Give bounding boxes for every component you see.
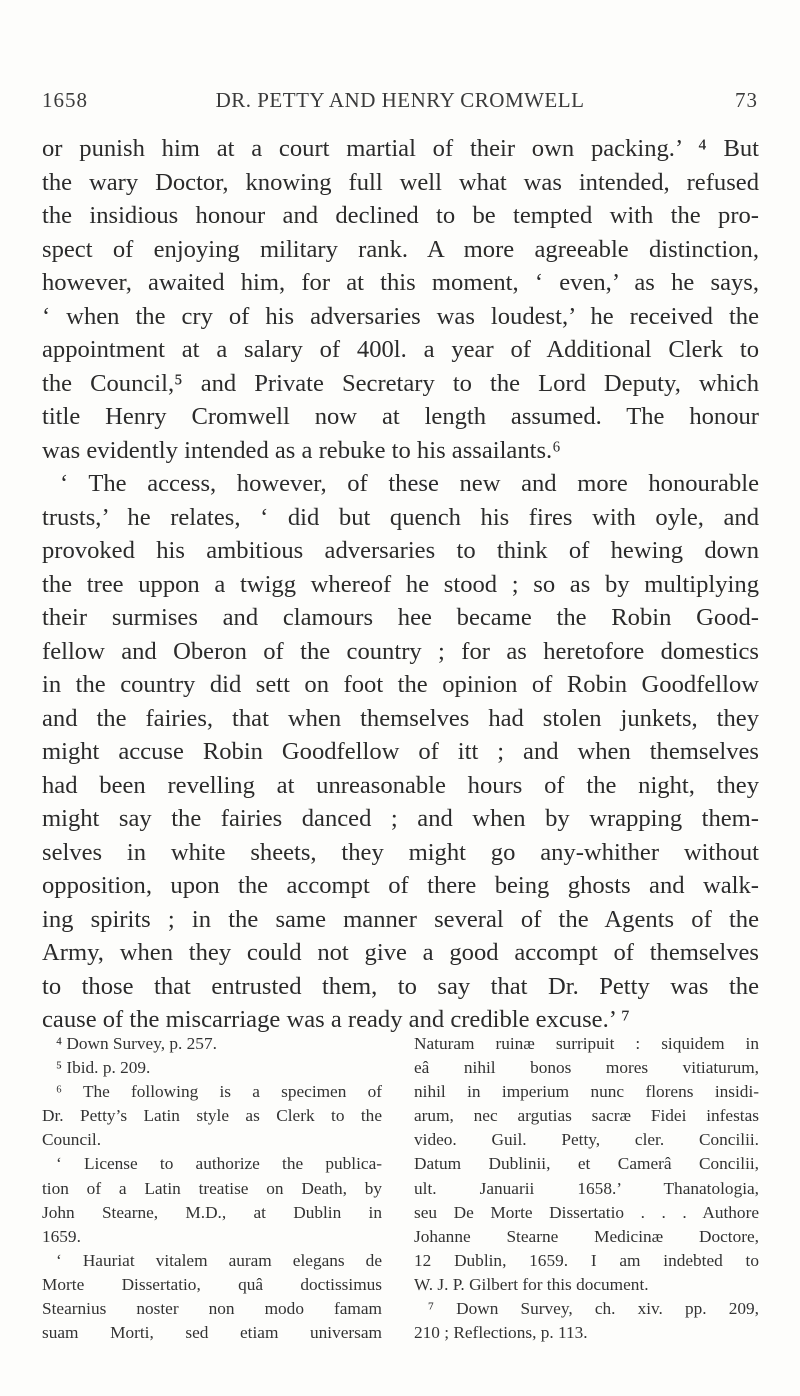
footnote-line: Naturam ruinæ surripuit : siquidem in <box>414 1034 759 1053</box>
footnotes-left-column <box>42 1032 382 1345</box>
body-line: the Council,⁵ and Private Secretary to the Lord Deputy, which <box>42 369 759 397</box>
footnote-line: Stearnius noster non modo famam <box>42 1299 382 1319</box>
footnote-line: tion of a Latin treatise on Death, by <box>42 1178 382 1198</box>
body-line: Army, when they could not give a good accompt of themselves <box>42 939 759 966</box>
body-line: spect of enjoying military rank. A more agreeable distinction, <box>42 235 759 263</box>
footnote-line: 1659. <box>42 1226 81 1246</box>
running-head-year: 1658 <box>42 88 88 112</box>
body-line: the wary Doctor, knowing full well what was intended, refused <box>42 168 759 196</box>
footnote-line: Council. <box>42 1130 102 1150</box>
page-number: 73 <box>735 88 758 112</box>
body-line: provoked his ambitious adversaries to think of hewing down <box>42 537 759 564</box>
body-line: title Henry Cromwell now at length assumed. The honour <box>42 403 759 430</box>
footnote-line: Datum Dublinii, et Camerâ Concilii, <box>414 1154 759 1174</box>
body-line: might say the fairies danced ; and when by wrapping them- <box>42 805 759 832</box>
footnote-line: ⁴ Down Survey, p. 257. <box>56 1034 217 1053</box>
running-head-title: DR. PETTY AND HENRY CROMWELL <box>215 88 585 112</box>
footnote-line: 12 Dublin, 1659. I am indebted to <box>414 1250 759 1270</box>
footnote-line: arum, nec argutias sacræ Fidei infestas <box>414 1106 759 1126</box>
footnote-line: W. J. P. Gilbert for this document. <box>414 1274 649 1294</box>
footnote-line: ⁷ Down Survey, ch. xiv. pp. 209, <box>428 1299 759 1319</box>
footnote-line: ult. Januarii 1658.’ Thanatologia, <box>414 1178 759 1198</box>
body-line: their surmises and clamours hee became the Robin Good- <box>42 604 759 631</box>
footnote-line: seu De Morte Dissertatio . . . Authore <box>414 1202 759 1222</box>
footnote-line: ‘ Hauriat vitalem auram elegans de <box>56 1250 382 1270</box>
footnote-line: eâ nihil bonos mores vitiaturum, <box>414 1058 759 1078</box>
body-line: was evidently intended as a rebuke to his assailants.⁶ <box>42 436 561 464</box>
body-line: opposition, upon the accompt of there being ghosts and walk- <box>42 872 759 899</box>
body-line: and the fairies, that when themselves had stolen junkets, they <box>42 704 759 732</box>
body-text <box>42 132 759 1037</box>
running-head <box>42 88 758 118</box>
footnote-line: suam Morti, sed etiam universam <box>42 1323 382 1343</box>
footnote-line: ⁵ Ibid. p. 209. <box>56 1058 151 1078</box>
body-line: selves in white sheets, they might go any-whither without <box>42 838 759 866</box>
body-line: ing spirits ; in the same manner several of the Agents of the <box>42 905 759 933</box>
footnote-line: nihil in imperium nunc florens insidi- <box>414 1082 759 1102</box>
body-line: trusts,’ he relates, ‘ did but quench his fires with oyle, and <box>42 503 759 531</box>
footnote-line: Morte Dissertatio, quâ doctissimus <box>42 1274 382 1294</box>
body-line: fellow and Oberon of the country ; for as heretofore domestics <box>42 637 759 665</box>
body-line: cause of the miscarriage was a ready and credible excuse.’ ⁷ <box>42 1006 630 1033</box>
footnote-line: ‘ License to authorize the publica- <box>56 1154 382 1174</box>
body-line: ‘ The access, however, of these new and more honourable <box>60 470 759 497</box>
body-line: the tree uppon a twigg whereof he stood ; so as by multiplying <box>42 570 759 598</box>
footnote-line: John Stearne, M.D., at Dublin in <box>42 1202 382 1222</box>
body-line: had been revelling at unreasonable hours of the night, they <box>42 771 759 799</box>
body-line: in the country did sett on foot the opinion of Robin Goodfellow <box>42 671 759 698</box>
body-line: or punish him at a court martial of their own packing.’ ⁴ But <box>42 135 759 162</box>
footnote-line: Dr. Petty’s Latin style as Clerk to the <box>42 1106 382 1126</box>
footnote-line: ⁶ The following is a specimen of <box>56 1082 382 1102</box>
footnote-line: 210 ; Reflections, p. 113. <box>414 1323 588 1343</box>
body-line: the insidious honour and declined to be tempted with the pro- <box>42 202 759 229</box>
body-line: appointment at a salary of 400l. a year of Additional Clerk to <box>42 336 759 363</box>
footnote-line: video. Guil. Petty, cler. Concilii. <box>414 1130 759 1150</box>
body-line: might accuse Robin Goodfellow of itt ; and when themselves <box>42 738 759 765</box>
footnote-line: Johanne Stearne Medicinæ Doctore, <box>414 1226 759 1246</box>
body-line: to those that entrusted them, to say that Dr. Petty was the <box>42 972 759 1000</box>
body-line: however, awaited him, for at this moment, ‘ even,’ as he says, <box>42 269 759 296</box>
footnotes-right-column <box>414 1032 759 1345</box>
body-line: ‘ when the cry of his adversaries was loudest,’ he received the <box>42 302 759 330</box>
